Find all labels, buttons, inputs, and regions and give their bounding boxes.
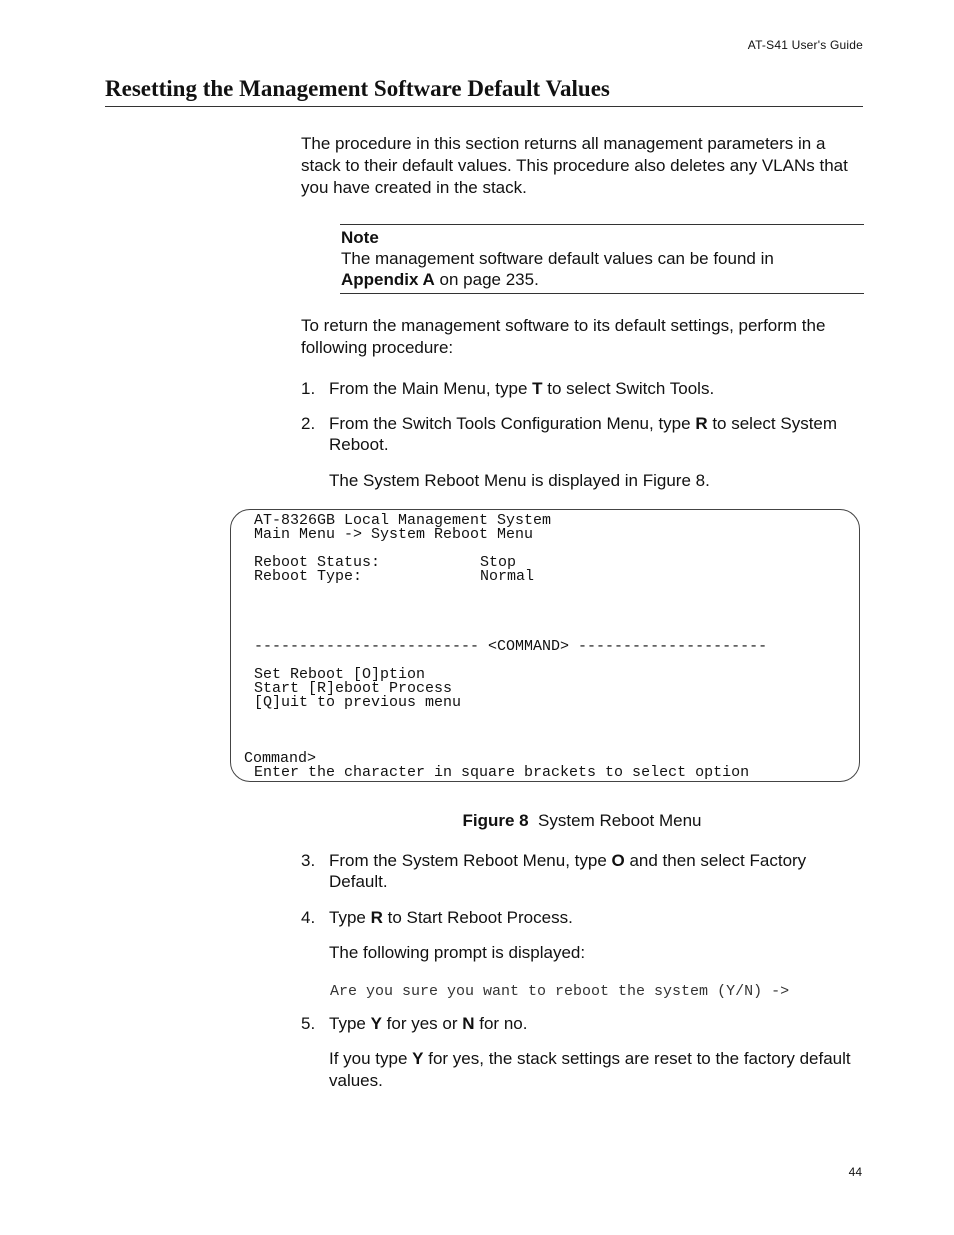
reboot-status-label: Reboot Status: [254, 554, 381, 571]
final-note: If you type Y for yes, the stack settings are reset to the factory default values. [329, 1049, 851, 1090]
command-divider: ------------------------- <COMMAND> --------------------- [254, 638, 768, 655]
terminal-title: AT-8326GB Local Management System [254, 512, 552, 529]
reboot-status-value: Stop [480, 554, 517, 571]
terminal-hint: Enter the character in square brackets to select option [254, 764, 750, 781]
section-title: Resetting the Management Software Default Values [105, 76, 863, 107]
terminal-breadcrumb: Main Menu -> System Reboot Menu [254, 526, 534, 543]
step-4-note: The following prompt is displayed: [329, 943, 586, 962]
step-2: 2. From the Switch Tools Configuration Menu, type R to select System Reboot. [301, 414, 838, 454]
command-prompt: Command> [244, 750, 317, 767]
note-text: The management software default values can be found in Appendix A on page 235. [341, 249, 774, 289]
step-1: 1. From the Main Menu, type T to select Switch Tools. [301, 379, 715, 398]
note-label: Note [341, 228, 379, 247]
terminal-screen [230, 509, 860, 782]
running-header: AT-S41 User's Guide [747, 38, 863, 52]
page-number: 44 [848, 1165, 862, 1179]
figure-label: Figure 8 [462, 811, 529, 830]
step-2-note: The System Reboot Menu is displayed in Figure 8. [329, 471, 710, 490]
step-3: 3. From the System Reboot Menu, type O and then select Factory Default. [301, 851, 807, 891]
intro-paragraph: The procedure in this section returns all management parameters in a stack to their default values. This procedure also deletes any VLANs that you have created in the stack. [301, 134, 848, 197]
note-box [340, 224, 864, 294]
option-set-reboot: Set Reboot [O]ption [254, 666, 426, 683]
step-4: 4. Type R to Start Reboot Process. [301, 908, 573, 927]
reboot-type-label: Reboot Type: [254, 568, 363, 585]
reboot-confirm-prompt: Are you sure you want to reboot the system (Y/N) -> [330, 983, 790, 1000]
figure-caption: Figure 8 System Reboot Menu [462, 811, 702, 830]
reboot-type-value: Normal [480, 568, 535, 585]
step-5: 5. Type Y for yes or N for no. [301, 1014, 528, 1033]
lead-in-paragraph: To return the management software to its default settings, perform the following procedure: [301, 316, 826, 357]
appendix-link[interactable]: Appendix A [341, 270, 435, 289]
option-start-reboot: Start [R]eboot Process [254, 680, 453, 697]
option-quit: [Q]uit to previous menu [254, 694, 462, 711]
